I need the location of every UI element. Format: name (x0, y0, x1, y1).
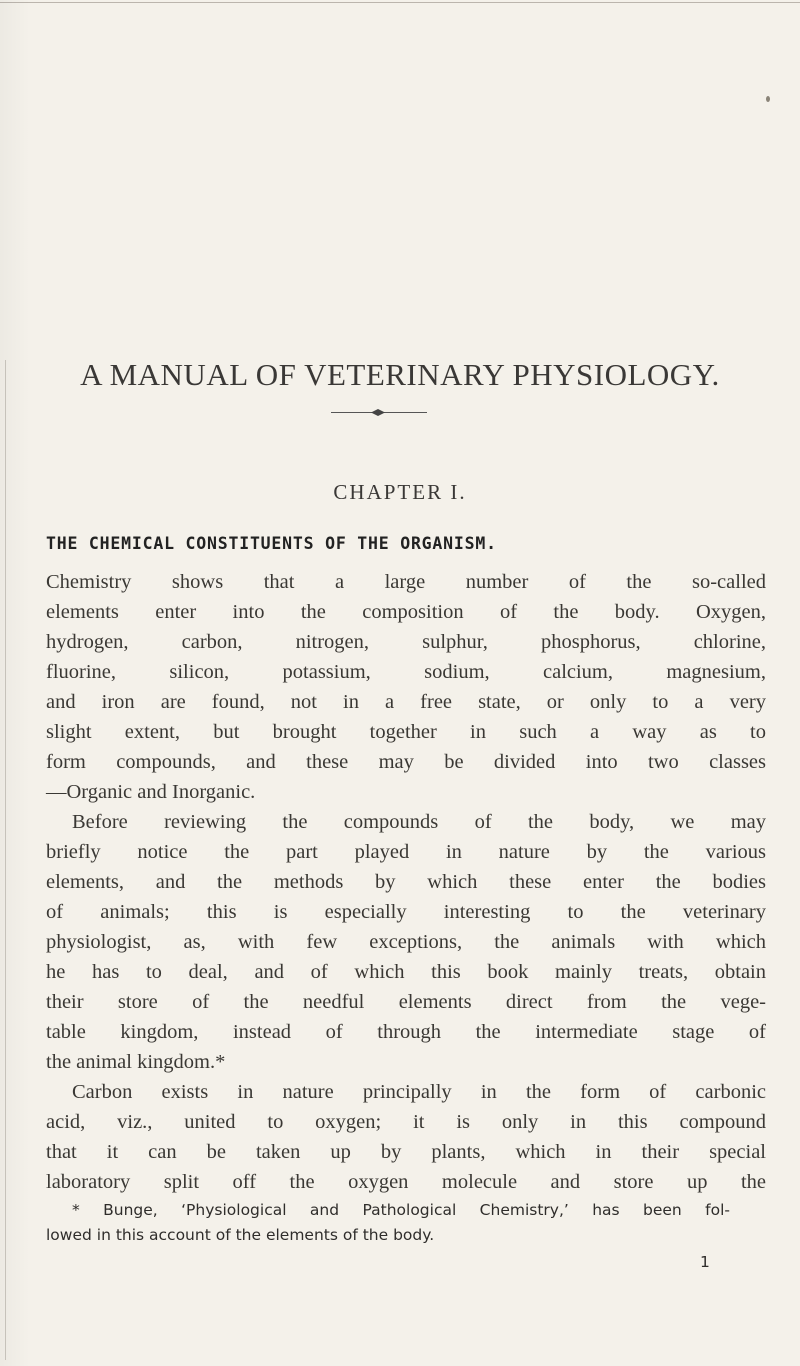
body-line: briefly notice the part played in nature by the various (46, 841, 766, 863)
body-line-indented: Before reviewing the compounds of the body, we may (72, 811, 766, 833)
body-line: of animals; this is especially interesting to the veterinary (46, 901, 766, 923)
body-line: fluorine, silicon, potassium, sodium, calcium, magnesium, (46, 661, 766, 683)
body-line: acid, viz., united to oxygen; it is only in this compound (46, 1111, 766, 1133)
body-line-indented: Carbon exists in nature principally in the form of carbonic (72, 1081, 766, 1103)
footnote-line: * Bunge, ‘Physiological and Pathological Chemistry,’ has been fol- (72, 1201, 730, 1219)
title-ornament (331, 410, 427, 416)
footnote-line: lowed in this account of the elements of the body. (46, 1226, 435, 1244)
body-line: elements, and the methods by which these enter the bodies (46, 871, 766, 893)
page-number: 1 (700, 1253, 710, 1271)
section-heading: THE CHEMICAL CONSTITUENTS OF THE ORGANISM. (46, 534, 497, 553)
body-line: physiologist, as, with few exceptions, the animals with which (46, 931, 766, 953)
body-line: that it can be taken up by plants, which in their special (46, 1141, 766, 1163)
body-line: elements enter into the composition of the body. Oxygen, (46, 601, 766, 623)
body-line: and iron are found, not in a free state, or only to a very (46, 691, 766, 713)
body-line: their store of the needful elements direct from the vege- (46, 991, 766, 1013)
chapter-heading: CHAPTER I. (333, 480, 467, 504)
page-top-edge (0, 2, 800, 3)
body-line: he has to deal, and of which this book mainly treats, obtain (46, 961, 766, 983)
body-line: form compounds, and these may be divided into two classes (46, 751, 766, 773)
body-line: —Organic and Inorganic. (46, 781, 256, 803)
body-line: table kingdom, instead of through the intermediate stage of (46, 1021, 766, 1043)
body-line: laboratory split off the oxygen molecule and store up the (46, 1171, 766, 1193)
body-line: Chemistry shows that a large number of the so-called (46, 571, 766, 593)
body-line: the animal kingdom.* (46, 1051, 226, 1073)
ink-speck (766, 96, 770, 102)
body-line: hydrogen, carbon, nitrogen, sulphur, phosphorus, chlorine, (46, 631, 766, 653)
body-line: slight extent, but brought together in such a way as to (46, 721, 766, 743)
page-gutter-edge (5, 360, 6, 1360)
diamond-icon (371, 409, 385, 416)
book-title: A MANUAL OF VETERINARY PHYSIOLOGY. (80, 357, 720, 392)
